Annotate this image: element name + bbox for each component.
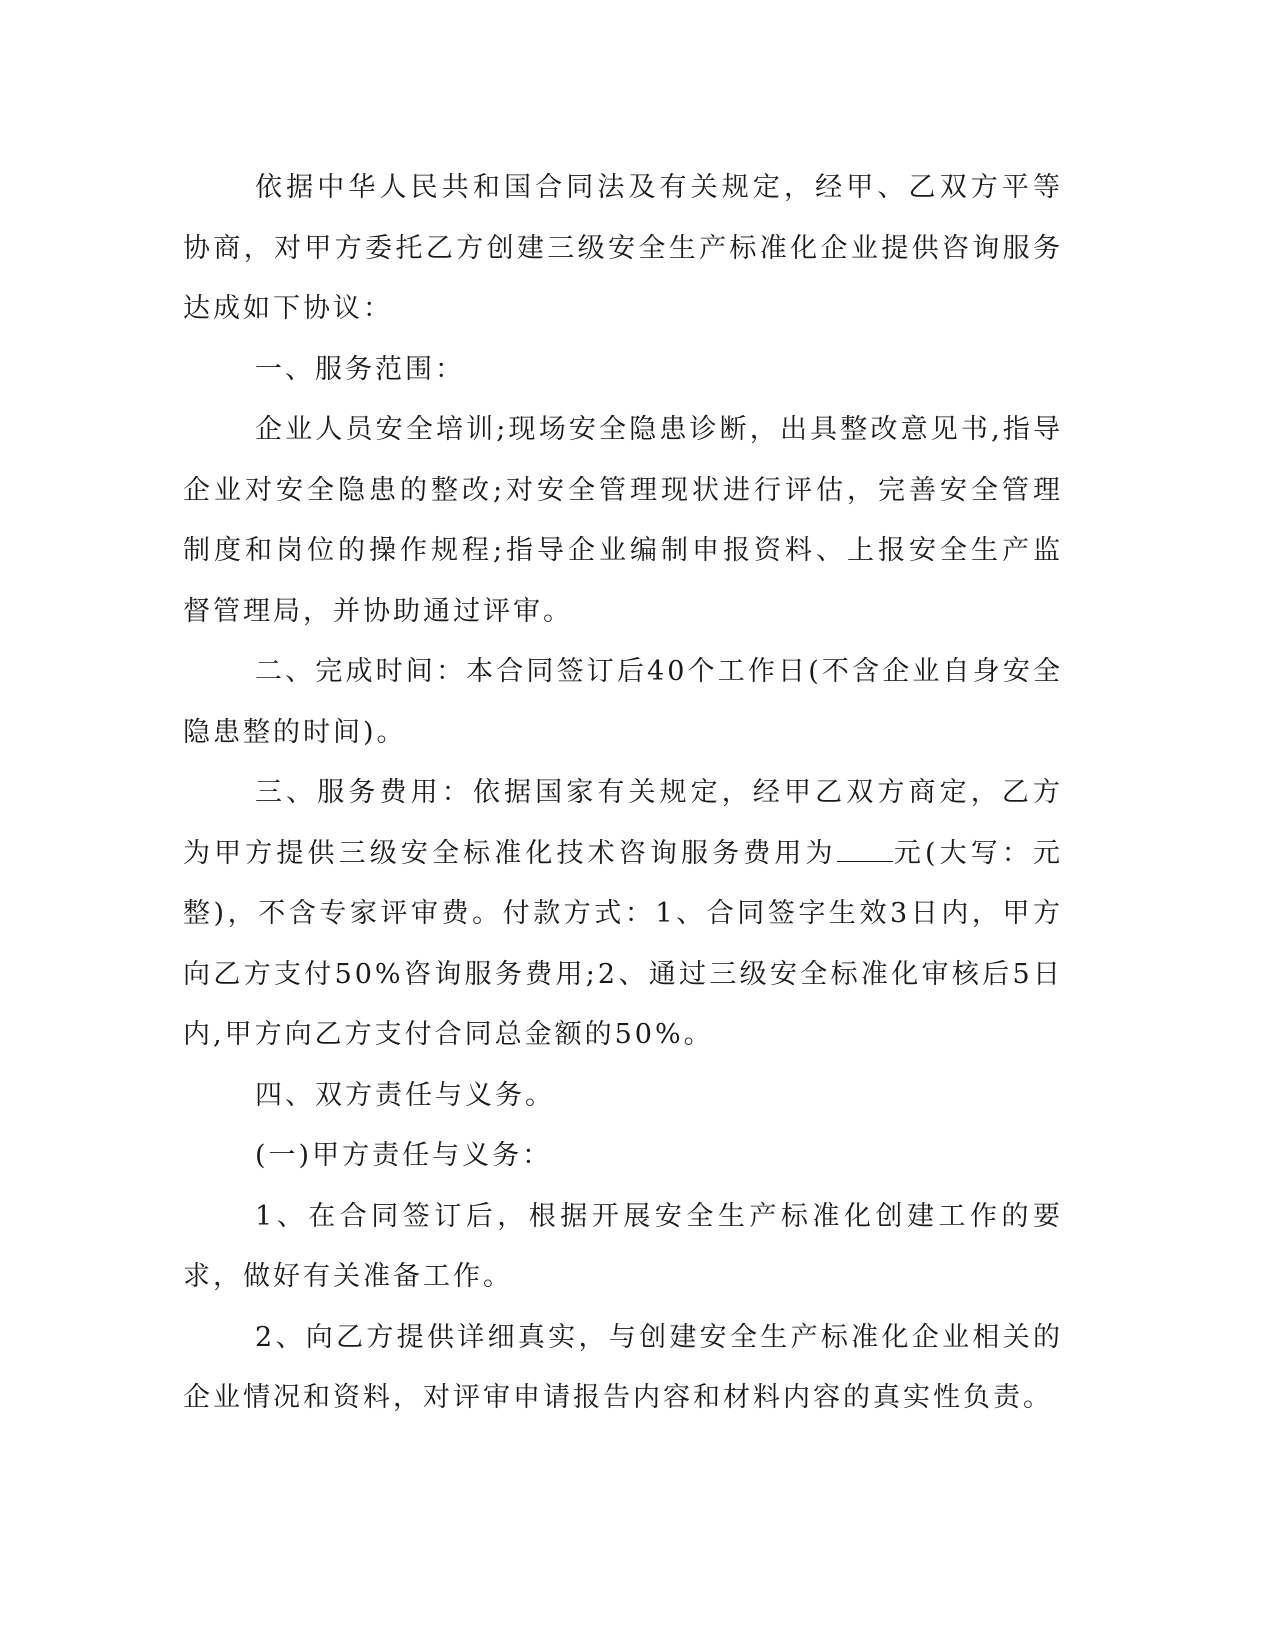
paragraph-completion-time: 二、完成时间：本合同签订后40个工作日(不含企业自身安全隐患整的时间)。: [183, 656, 1063, 748]
paragraph-section-4-heading: 四、双方责任与义务。: [255, 1079, 555, 1111]
paragraph-service-scope: 企业人员安全培训;现场安全隐患诊断，出具整改意见书,指导企业对安全隐患的整改;对安全管理现状进行评估，完善安全管理制度和岗位的操作规程;指导企业编制申报资料、上报安全生产监督管理局，并协助通过评审。: [183, 414, 1063, 627]
paragraph-party-a-heading: (一)甲方责任与义务：: [255, 1140, 553, 1171]
paragraph-party-a-item-1: 1、在合同签订后，根据开展安全生产标准化创建工作的要求，做好有关准备工作。: [183, 1200, 1063, 1292]
amount-blank-line: [837, 837, 893, 862]
document-body: [183, 158, 1063, 1429]
paragraph-section-1-heading: 一、服务范围：: [255, 353, 465, 385]
paragraph-service-fee: [183, 763, 1063, 1066]
paragraph-party-a-item-2: 2、向乙方提供详细真实，与创建安全生产标准化企业相关的企业情况和资料，对评审申请报告内容和材料内容的真实性负责。: [183, 1321, 1063, 1413]
service-fee-text-before: 三、服务费用：依据国家有关规定，经甲乙双方商定，乙方为甲方提供三级安全标准化技术咨询服务费用为: [183, 777, 1063, 869]
service-fee-text-after: 元(大写：元整)，不含专家评审费。付款方式：1、合同签字生效3日内，甲方向乙方支付50%咨询服务费用;2、通过三级安全标准化审核后5日内,甲方向乙方支付合同总金额的50%。: [183, 837, 1063, 1050]
paragraph-preamble: 依据中华人民共和国合同法及有关规定，经甲、乙双方平等协商，对甲方委托乙方创建三级安全生产标准化企业提供咨询服务达成如下协议：: [183, 172, 1063, 324]
